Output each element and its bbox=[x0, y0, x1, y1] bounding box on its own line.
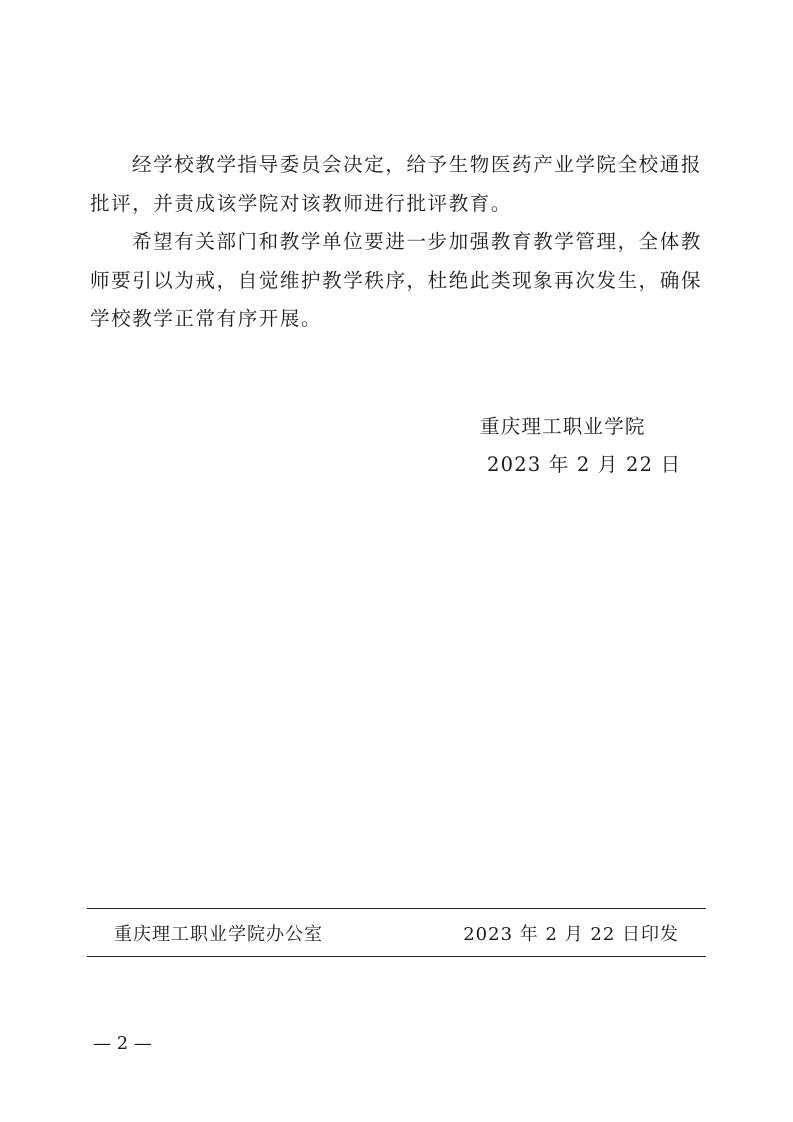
paragraph-requirement: 希望有关部门和教学单位要进一步加强教育教学管理，全体教师要引以为戒，自觉维护教学秩序，杜绝此类现象再次发生，确保学校教学正常有序开展。 bbox=[90, 230, 702, 330]
signature-organization: 重庆理工职业学院 bbox=[480, 415, 646, 438]
document-body bbox=[90, 146, 702, 339]
paragraph-decision: 经学校教学指导委员会决定，给予生物医药产业学院全校通报批评，并责成该学院对该教师进行批评教育。 bbox=[90, 153, 702, 215]
footer-bottom-rule bbox=[87, 956, 706, 957]
footer-issuing-office: 重庆理工职业学院办公室 bbox=[114, 924, 323, 945]
page-number: — 2 — bbox=[93, 1033, 152, 1054]
footer-issue-date: 2023 年 2 月 22 日印发 bbox=[463, 924, 679, 945]
signature-date: 2023 年 2 月 22 日 bbox=[487, 453, 682, 476]
signature-block bbox=[470, 408, 690, 484]
footer-top-rule bbox=[87, 908, 706, 909]
